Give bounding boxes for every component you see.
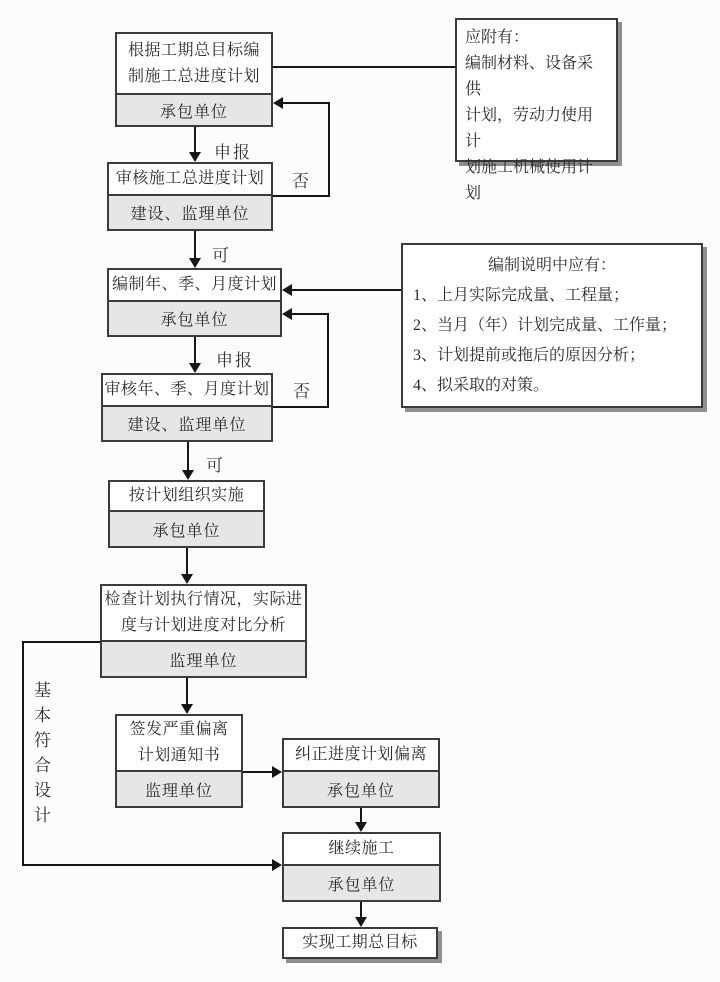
connector-line	[243, 771, 272, 773]
step-compile-periodic-plans	[107, 268, 282, 337]
step-review-master-schedule	[107, 162, 273, 231]
step-owner: 建设、监理单位	[103, 405, 271, 440]
note-attachments	[455, 18, 618, 202]
connector-line	[273, 195, 330, 197]
step-title: 审核年、季、月度计划	[104, 381, 270, 398]
note-line: 计划，劳动力使用计	[465, 107, 594, 150]
connector-line	[194, 231, 196, 258]
edge-label-ok-2: 可	[206, 456, 225, 475]
title-line: 签发严重偏离	[129, 721, 229, 738]
step-title: 编制年、季、月度计划	[111, 276, 277, 293]
note-item: 2、当月（年）计划完成量、工作量；	[413, 317, 678, 334]
arrowhead-down	[182, 470, 194, 480]
step-title: 继续施工	[328, 840, 395, 857]
step-title	[102, 586, 305, 640]
step-title: 按计划组织实施	[128, 487, 245, 504]
step-compile-master-schedule	[115, 32, 273, 127]
step-owner: 监理单位	[117, 770, 241, 806]
connector-line	[360, 902, 362, 917]
arrowhead-down	[189, 152, 201, 162]
connector-line	[327, 313, 329, 408]
arrowhead-down	[189, 363, 201, 373]
connector-line	[273, 406, 329, 408]
step-title	[117, 34, 271, 93]
step-implement-per-plan	[108, 480, 265, 548]
step-continue-construction	[282, 832, 441, 902]
step-owner: 承包单位	[110, 510, 263, 546]
step-issue-deviation-notice	[115, 714, 243, 808]
step-check-plan-execution	[100, 584, 307, 678]
title-line: 度与计划进度对比分析	[120, 617, 286, 634]
connector-line	[328, 102, 330, 197]
arrowhead-right	[272, 766, 282, 778]
edge-label-no-1: 否	[292, 172, 311, 191]
arrowhead-left	[273, 97, 283, 109]
connector-line	[283, 102, 330, 104]
side-label-conform-design: 基本符合设计	[31, 681, 50, 831]
title-line: 根据工期总目标编	[127, 41, 260, 59]
arrowhead-down	[181, 704, 193, 714]
connector-line	[292, 313, 329, 315]
connector-line	[186, 548, 188, 574]
connector-line	[186, 678, 188, 704]
arrowhead-right	[272, 859, 282, 871]
arrowhead-down	[189, 258, 201, 268]
connector-line	[194, 127, 196, 152]
step-owner: 建设、监理单位	[109, 194, 271, 229]
step-achieve-overall-goal	[282, 927, 438, 959]
connector-line	[22, 864, 272, 866]
step-review-periodic-plans	[101, 373, 273, 442]
note-compilation-notes	[401, 243, 703, 408]
step-correct-schedule-deviation	[282, 738, 440, 808]
note-item: 4、拟采取的对策。	[413, 377, 550, 394]
step-owner: 承包单位	[284, 864, 439, 900]
connector-line	[273, 66, 455, 68]
title-line: 计划通知书	[137, 747, 221, 764]
title-line: 检查计划执行情况，实际进	[104, 591, 303, 608]
edge-label-declare-2: 申报	[216, 351, 254, 370]
step-title: 实现工期总目标	[302, 934, 418, 951]
step-owner: 承包单位	[284, 770, 438, 806]
note-line: 划施工机械使用计	[465, 159, 594, 176]
note-title: 编制说明中应有：	[487, 257, 616, 274]
note-line: 编制材料、设备采供	[465, 55, 594, 98]
connector-line	[360, 808, 362, 822]
step-title	[117, 716, 241, 770]
arrowhead-down	[355, 917, 367, 927]
note-line: 划	[465, 185, 482, 202]
step-owner: 承包单位	[109, 300, 280, 335]
edge-label-ok-1: 可	[212, 246, 231, 265]
note-item: 3、计划提前或拖后的原因分析；	[413, 347, 646, 364]
arrowhead-down	[355, 822, 367, 832]
step-title: 纠正进度计划偏离	[294, 746, 427, 763]
note-line: 应附有：	[465, 29, 530, 46]
arrowhead-left	[282, 284, 292, 296]
edge-label-no-2: 否	[293, 382, 312, 401]
arrowhead-left	[282, 308, 292, 320]
connector-line	[187, 442, 189, 470]
edge-label-declare-1: 申报	[214, 143, 252, 162]
step-owner: 承包单位	[117, 93, 271, 125]
note-item: 1、上月实际完成量、工程量；	[413, 287, 630, 304]
connector-line	[22, 641, 24, 866]
arrowhead-down	[181, 574, 193, 584]
connector-line	[22, 641, 100, 643]
connector-line	[292, 289, 401, 291]
step-owner: 监理单位	[102, 640, 305, 676]
title-line: 制施工总进度计划	[127, 67, 260, 85]
step-title: 审核施工总进度计划	[115, 170, 265, 187]
connector-line	[194, 337, 196, 363]
